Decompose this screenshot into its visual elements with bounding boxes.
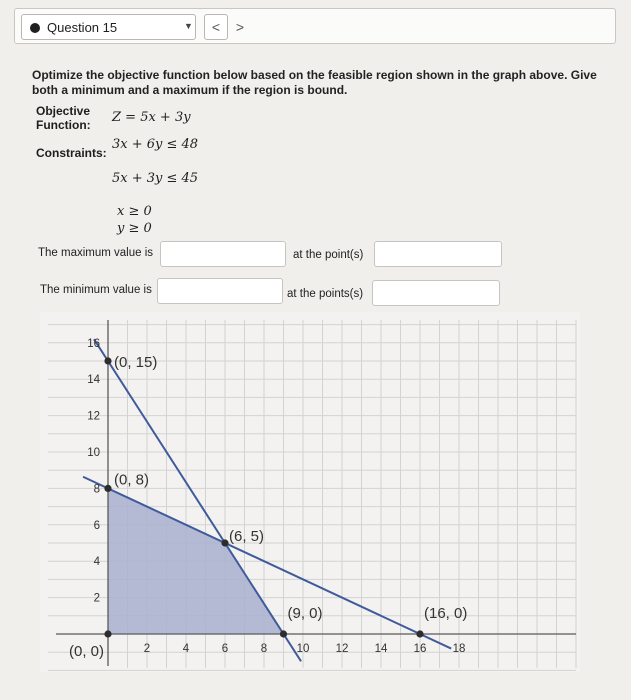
min-point-label: at the points(s) — [287, 288, 364, 300]
max-value-input[interactable] — [160, 241, 286, 267]
vertex-point — [280, 630, 287, 637]
x-tick-label: 4 — [182, 643, 190, 655]
point-label: (0, 8) — [114, 471, 150, 489]
next-question-button[interactable]: > — [235, 19, 245, 35]
y-tick-label: 4 — [93, 556, 100, 569]
x-tick-label: 8 — [260, 643, 268, 655]
y-tick-label: 12 — [87, 410, 100, 423]
x-tick-label: 12 — [335, 643, 349, 655]
y-tick-label: 2 — [93, 592, 100, 605]
constraint-3: x ≥ 0 — [117, 204, 152, 219]
point-label: (16, 0) — [424, 605, 468, 622]
objective-label-line1: Objective — [36, 104, 91, 118]
point-label: (9, 0) — [287, 605, 323, 622]
y-tick-label: 8 — [93, 483, 100, 496]
feasible-region-graph — [40, 312, 580, 672]
objective-expression: Z = 5x + 3y — [112, 110, 191, 125]
vertex-point — [104, 357, 111, 364]
question-header — [14, 8, 616, 44]
vertex-point — [104, 630, 111, 637]
min-point-input[interactable] — [372, 280, 500, 306]
point-label: (6, 5) — [229, 528, 265, 545]
constraint-2: 5x + 3y ≤ 45 — [112, 171, 199, 186]
vertex-point — [221, 539, 228, 546]
question-prompt: Optimize the objective function below based on the feasible region shown in the graph above. Give both a minimum and a maximum if the region is bound. — [32, 68, 597, 97]
max-point-input[interactable] — [374, 241, 502, 267]
max-value-label: The maximum value is — [38, 247, 154, 259]
vertex-point — [416, 630, 423, 637]
status-dot-icon — [30, 23, 40, 33]
x-tick-label: 10 — [296, 643, 310, 655]
constraint-4: y ≥ 0 — [117, 221, 152, 236]
prev-question-button[interactable]: < — [204, 14, 228, 40]
vertex-point — [104, 485, 111, 492]
constraint-1: 3x + 6y ≤ 48 — [112, 137, 199, 152]
max-point-label: at the point(s) — [293, 249, 364, 261]
min-value-input[interactable] — [157, 278, 283, 304]
y-tick-label: 14 — [87, 374, 100, 387]
question-label: Question 15 — [47, 20, 118, 35]
x-tick-label: 2 — [143, 643, 151, 655]
point-label: (0, 15) — [114, 354, 158, 371]
y-tick-label: 10 — [87, 447, 100, 459]
x-tick-label: 18 — [452, 643, 466, 655]
x-tick-label: 16 — [413, 643, 427, 655]
point-label: (0, 0) — [68, 643, 104, 660]
min-value-label: The minimum value is — [40, 284, 152, 296]
y-tick-label: 6 — [93, 519, 100, 532]
x-tick-label: 6 — [221, 643, 229, 655]
question-select[interactable] — [21, 14, 196, 40]
constraints-label: Constraints: — [36, 146, 107, 160]
chevron-down-icon: ▼ — [184, 21, 193, 31]
y-tick-label: 16 — [87, 337, 100, 350]
objective-label-line2: Function: — [36, 118, 91, 132]
x-tick-label: 14 — [374, 643, 388, 655]
